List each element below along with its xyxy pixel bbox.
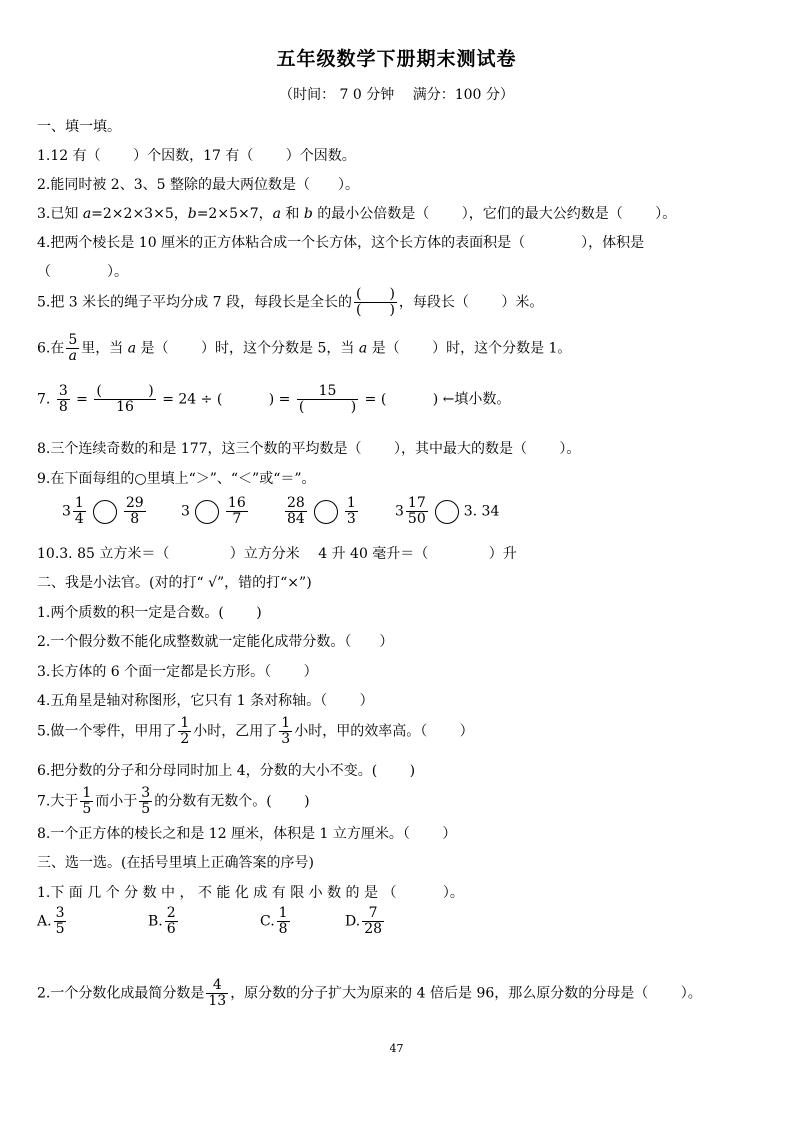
q6-suffix: 是（ ）时，这个分数是 1。 [367, 340, 572, 357]
q7-suffix: = ( ) ←填小数。 [360, 391, 511, 408]
page-number: 47 [389, 1042, 404, 1055]
q5-frac-num: ( ) [355, 286, 395, 302]
cmp1-right-fraction [124, 496, 146, 527]
choice-d-num: 7 [362, 906, 384, 922]
q6-var1: a [127, 340, 137, 357]
s2q7-mid: 而小于 [95, 793, 138, 810]
q5-suffix: ，每段长（ ）米。 [398, 294, 544, 311]
choice-b [148, 906, 180, 937]
choice-c-label: C. [260, 913, 275, 930]
compare-item-4 [395, 496, 499, 527]
q6-mid2: 是（ ）时，这个分数是 5，当 [136, 340, 359, 357]
s2-question-5 [37, 716, 474, 747]
q7-f2-den: 16 [116, 399, 134, 415]
section2-heading: 二、我是小法官。(对的打“ √”，错的打“×”) [37, 575, 312, 591]
choice-a-fraction [54, 906, 67, 937]
q3-prefix: 3.已知 [37, 206, 83, 222]
s1-question-9-items [37, 496, 757, 536]
q6-var2: a [358, 340, 368, 357]
section1-heading: 一、填一填。 [37, 119, 121, 135]
q6-frac-den: a [68, 348, 77, 364]
q3-var-b: b [187, 206, 197, 222]
section3-heading: 三、选一选。(在括号里填上正确答案的序号) [37, 855, 314, 871]
compare-circle-1[interactable] [93, 500, 117, 524]
choice-a-label: A. [37, 913, 52, 930]
s2q5-f1-den: 2 [180, 731, 190, 747]
q6-fraction [66, 333, 79, 364]
cmp3-r-den: 3 [346, 511, 356, 527]
s1-question-10: 10.3. 85 立方米＝（ ）立方分米 4 升 40 毫升＝（ ）升 [37, 546, 517, 562]
s2q5-suffix: 小时，甲的效率高。（ ） [294, 723, 474, 740]
q7-prefix: 7. [37, 391, 55, 408]
choice-a [37, 906, 68, 937]
choice-b-fraction [165, 906, 178, 937]
cmp4-left-fraction [406, 496, 428, 527]
cmp3-right-fraction [345, 496, 358, 527]
q6-mid1: 里，当 [81, 340, 128, 357]
s3q2-suffix: ，原分数的分子扩大为原来的 4 倍后是 96，那么原分数的分母是（ ）。 [230, 985, 702, 1002]
choice-d-den: 28 [364, 921, 383, 937]
cmp1-den: 4 [74, 511, 84, 527]
cmp2-right-fraction [226, 496, 248, 527]
s2q7-f2-den: 5 [141, 801, 151, 817]
s1-question-1: 1.12 有（ ）个因数，17 有（ ）个因数。 [37, 148, 356, 164]
choice-c-den: 8 [278, 921, 288, 937]
cmp3-den: 84 [287, 511, 305, 527]
s2q5-f1-num: 1 [180, 715, 190, 731]
q7-fraction-3 [297, 384, 358, 415]
s1-question-3 [37, 205, 676, 223]
s1-question-5 [37, 287, 543, 318]
cmp1-left-fraction [73, 496, 86, 527]
s3q2-f-den: 13 [208, 993, 227, 1009]
compare-item-3 [283, 496, 360, 527]
q7-f2-num: ( ) [96, 383, 154, 399]
s2q7-fraction-2 [139, 786, 152, 817]
page-subtitle: （时间： 7 0 分钟 满分：100 分） [279, 87, 514, 103]
s2q5-f2-den: 3 [281, 731, 291, 747]
s2-question-4: 4.五角星是轴对称图形，它只有 1 条对称轴。（ ） [37, 693, 374, 709]
choice-a-num: 3 [55, 905, 65, 921]
s2q5-mid: 小时，乙用了 [193, 723, 278, 740]
s3-question-1: 1.下 面 几 个 分 数 中 ， 不 能 化 成 有 限 小 数 的 是 （ ）。 [37, 885, 464, 901]
choice-c [260, 906, 292, 937]
cmp4-whole: 3 [395, 503, 404, 520]
cmp2-r-den: 7 [232, 511, 242, 527]
q7-mid: = 24 ÷ ( ) = [157, 391, 295, 408]
q7-f3-den: ( ) [298, 399, 357, 415]
choice-b-den: 6 [166, 921, 176, 937]
q7-f1-den: 8 [58, 399, 68, 415]
q6-frac-num: 5 [68, 332, 78, 348]
q3-and: 和 [280, 206, 304, 222]
choice-c-num: 1 [278, 905, 288, 921]
s2q7-f1-num: 1 [82, 785, 92, 801]
compare-item-1 [62, 496, 148, 527]
q3-b-expr: =2×5×7， [196, 206, 273, 222]
s1-question-4-line1: 4.把两个棱长是 10 厘米的正方体粘合成一个长方体，这个长方体的表面积是（ ），体积是 [37, 235, 645, 251]
s2q7-f1-den: 5 [82, 801, 92, 817]
s1-question-8: 8.三个连续奇数的和是 177，这三个数的平均数是（ ），其中最大的数是（ ）。 [37, 441, 581, 457]
cmp4-den: 50 [407, 511, 426, 527]
s2-question-2: 2.一个假分数不能化成整数就一定能化成带分数。（ ） [37, 634, 394, 650]
cmp3-left-fraction [285, 496, 307, 527]
q5-frac-den: ( ) [355, 302, 395, 318]
s2q7-f2-num: 3 [141, 785, 151, 801]
s2q5-f2-num: 1 [281, 715, 291, 731]
cmp1-r-num: 29 [125, 495, 144, 511]
q3-mid-b: b [303, 206, 313, 222]
choice-d-label: D. [345, 913, 361, 930]
s2-question-1: 1.两个质数的积一定是合数。( ) [37, 605, 262, 621]
s2q5-fraction-2 [279, 716, 292, 747]
q3-suffix: 的最小公倍数是（ ），它们的最大公约数是（ ）。 [312, 206, 677, 222]
s2q5-fraction-1 [178, 716, 191, 747]
compare-circle-4[interactable] [435, 500, 459, 524]
cmp4-right: 3. 34 [463, 503, 500, 520]
page-title: 五年级数学下册期末测试卷 [276, 48, 517, 70]
choice-d-fraction [362, 906, 384, 937]
s2q7-prefix: 7.大于 [37, 793, 79, 810]
s1-question-2: 2.能同时被 2、3、5 整除的最大两位数是（ ）。 [37, 177, 359, 193]
s3q2-prefix: 2.一个分数化成最简分数是 [37, 985, 205, 1002]
choice-b-label: B. [148, 913, 163, 930]
s3-question-2 [37, 978, 702, 1009]
q7-fraction-1 [57, 384, 70, 415]
cmp1-whole: 3 [62, 503, 71, 520]
cmp1-num: 1 [74, 495, 84, 511]
cmp2-r-num: 16 [227, 495, 246, 511]
s2-question-6: 6.把分数的分子和分母同时加上 4，分数的大小不变。( ) [37, 763, 416, 779]
q7-fraction-2 [94, 384, 155, 415]
q3-a-expr: =2×2×3×5， [91, 206, 188, 222]
compare-circle-3[interactable] [314, 500, 338, 524]
compare-circle-2[interactable] [195, 500, 219, 524]
s1-question-9: 9.在下面每组的○里填上“＞”、“＜”或“＝”。 [37, 471, 316, 487]
q5-fraction [354, 287, 397, 318]
q6-prefix: 6.在 [37, 340, 65, 357]
cmp2-left: 3 [181, 503, 190, 520]
q3-var-a: a [82, 206, 92, 222]
s2-question-3: 3.长方体的 6 个面一定都是长方形。（ ） [37, 664, 318, 680]
cmp4-num: 17 [407, 495, 426, 511]
s1-question-4-line2: （ ）。 [37, 264, 128, 280]
s3q2-f-num: 4 [206, 978, 228, 994]
s3-question-1-choices [37, 906, 437, 948]
s1-question-7 [37, 384, 510, 415]
cmp3-r-num: 1 [346, 495, 356, 511]
s2q5-prefix: 5.做一个零件，甲用了 [37, 723, 177, 740]
s1-question-6 [37, 333, 571, 364]
choice-b-num: 2 [166, 905, 176, 921]
s2q7-suffix: 的分数有无数个。( ) [154, 793, 310, 810]
q7-f1-num: 3 [58, 383, 68, 399]
choice-c-fraction [277, 906, 290, 937]
s3q2-fraction [206, 978, 228, 1009]
s2-question-7 [37, 786, 310, 817]
q5-prefix: 5.把 3 米长的绳子平均分成 7 段，每段长是全长的 [37, 294, 352, 311]
choice-d [345, 906, 386, 937]
q7-eq1: = [71, 391, 93, 408]
cmp1-r-den: 8 [130, 511, 140, 527]
choice-a-den: 5 [55, 921, 65, 937]
cmp3-num: 28 [287, 495, 305, 511]
s2q7-fraction-1 [80, 786, 93, 817]
q7-f3-num: 15 [297, 384, 358, 400]
s2-question-8: 8.一个正方体的棱长之和是 12 厘米，体积是 1 立方厘米。（ ） [37, 826, 457, 842]
compare-item-2 [181, 496, 250, 527]
q3-mid-a: a [272, 206, 281, 222]
